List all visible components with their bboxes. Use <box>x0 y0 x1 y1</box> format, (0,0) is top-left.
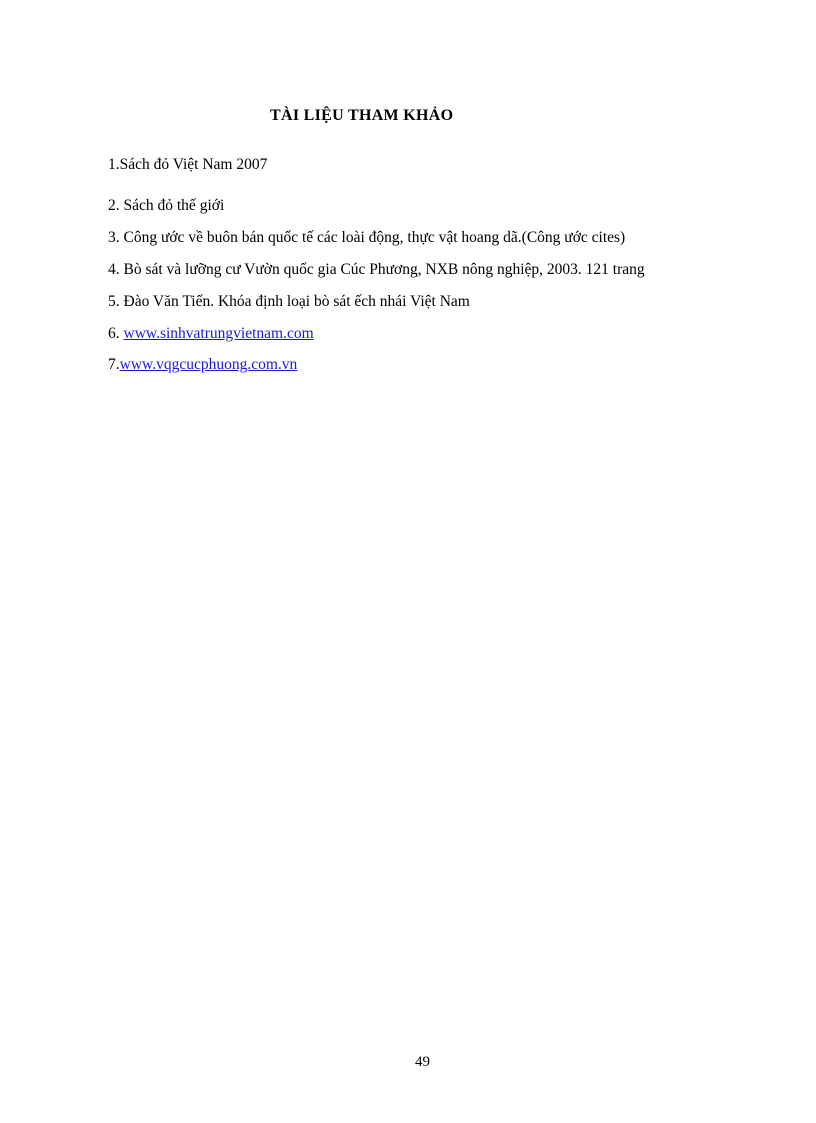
reference-number: 6. <box>108 325 124 342</box>
reference-text: 5. Đào Văn Tiến. Khóa định loại bò sát ếch nhái Việt Nam <box>108 293 470 310</box>
page-title: TÀI LIỆU THAM KHẢO <box>270 107 454 124</box>
reference-item-5 <box>108 292 470 312</box>
page-number: 49 <box>415 1054 430 1070</box>
reference-link-vqgcucphuong[interactable]: www.vqgcucphuong.com.vn <box>119 356 298 373</box>
reference-text: 2. Sách đỏ thế giới <box>108 197 225 214</box>
reference-text: 4. Bò sát và lưỡng cư Vườn quốc gia Cúc Phương, NXB nông nghiệp, 2003. 121 trang <box>108 261 645 278</box>
reference-number: 7. <box>108 356 120 373</box>
reference-text: 1.Sách đỏ Việt Nam 2007 <box>108 156 268 173</box>
reference-item-1 <box>108 155 267 175</box>
reference-item-6 <box>108 324 326 344</box>
reference-link-sinhvatrung[interactable]: www.sinhvatrungvietnam.com <box>123 325 314 342</box>
reference-item-2 <box>108 196 224 216</box>
reference-item-7 <box>108 355 309 375</box>
reference-item-3 <box>108 228 625 248</box>
reference-text: 3. Công ước về buôn bán quốc tế các loài động, thực vật hoang dã.(Công ước cites) <box>108 229 626 246</box>
reference-item-4 <box>108 260 645 280</box>
